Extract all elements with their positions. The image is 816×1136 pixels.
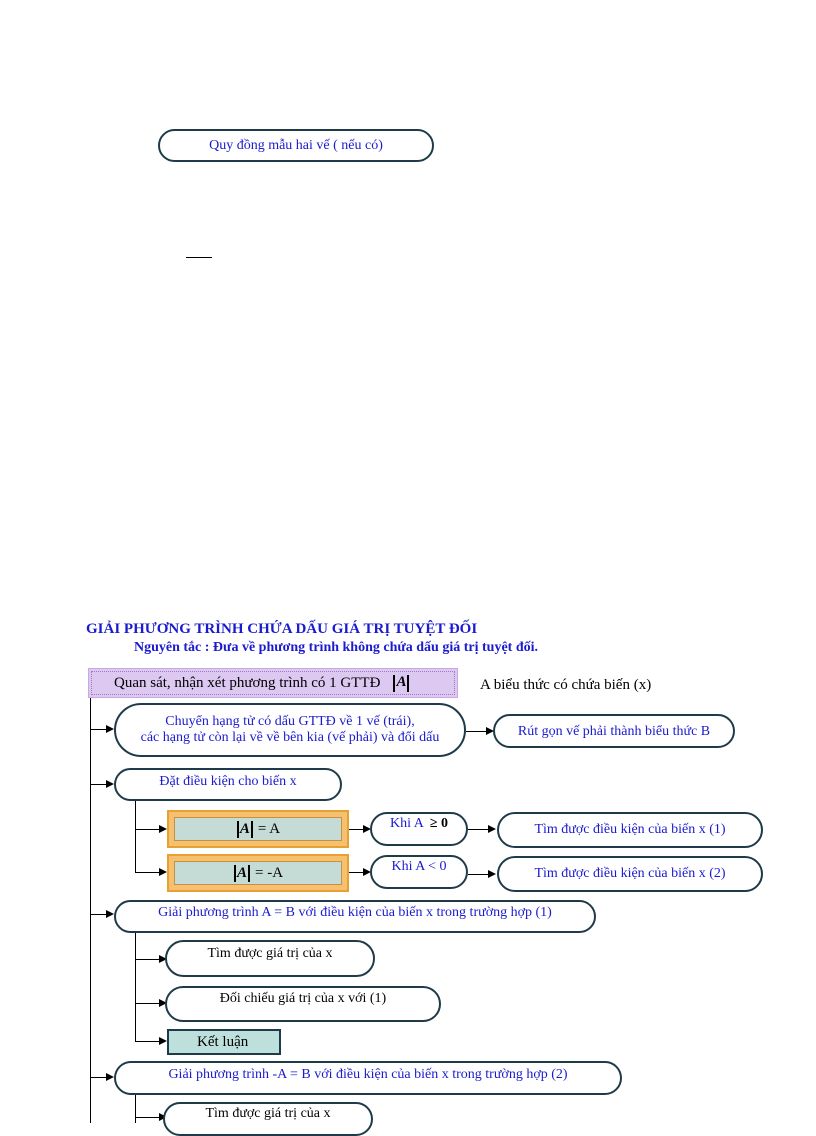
observe-note: A biểu thức có chứa biến (x) — [480, 677, 652, 693]
arrow-step2 — [106, 780, 114, 788]
arrow-step1 — [106, 725, 114, 733]
connector-case1 — [135, 829, 161, 830]
step3-find-box — [165, 940, 375, 977]
step4-label: Giải phương trình -A = B với điều kiện của biến x trong trường hợp (2) — [168, 1067, 568, 1082]
case1-result-label: Tìm được điều kiện của biến x (1) — [534, 822, 726, 837]
case1-cond-prefix: Khi A — [389, 816, 424, 831]
case2-lhs: A — [236, 864, 247, 881]
arrow-case2-result — [488, 870, 496, 878]
arrow-step4 — [106, 1073, 114, 1081]
connector-step1-result — [466, 731, 488, 732]
arrow-case1 — [159, 825, 167, 833]
step3-compare-box — [165, 986, 441, 1022]
step2-label: Đặt điều kiện cho biến x — [159, 774, 297, 789]
connector-case2 — [135, 872, 161, 873]
case1-rhs: = A — [257, 820, 281, 837]
step3-find-label: Tìm được giá trị của x — [207, 946, 333, 961]
step2-condition-box — [114, 768, 342, 801]
observe-box — [88, 668, 458, 698]
step3-branch-line — [135, 933, 136, 1041]
step3-compare-label: Đối chiếu giá trị của x với (1) — [219, 991, 387, 1006]
connector-step3-conclude — [135, 1041, 161, 1042]
step4-solve-box — [114, 1061, 622, 1095]
step1-line1: Chuyển hạng tử có dấu GTTĐ về 1 vế (trái), — [165, 714, 415, 729]
step3-conclude-box — [167, 1029, 281, 1055]
step3-solve-box — [114, 900, 596, 933]
observe-absval: A — [392, 674, 410, 691]
step3-label: Giải phương trình A = B với điều kiện của biến x trong trường hợp (1) — [158, 905, 552, 920]
connector-case1-result — [468, 829, 490, 830]
step4-find-box — [163, 1102, 373, 1136]
connector-step3-compare — [135, 1003, 161, 1004]
case1-cond-box — [370, 812, 468, 846]
step2-branch-line — [135, 801, 136, 872]
case2-cond-label: Khi A < 0 — [391, 859, 447, 874]
top-equalize-label: Quy đồng mẫu hai vế ( nếu có) — [209, 137, 383, 153]
arrow-step3 — [106, 910, 114, 918]
arrow-step3-conclude — [159, 1037, 167, 1045]
page-title: GIẢI PHƯƠNG TRÌNH CHỨA DẤU GIÁ TRỊ TUYỆT ĐỐI — [86, 621, 478, 637]
case1-lhs: A — [239, 820, 250, 837]
step3-conclude-label: Kết luận — [197, 1033, 249, 1050]
main-trunk-line — [90, 698, 91, 1123]
connector-case2-result — [468, 874, 490, 875]
case2-equation-box — [167, 854, 349, 892]
arrow-case1-result — [488, 825, 496, 833]
case1-equation-box — [167, 810, 349, 848]
step1-move-terms-box — [114, 703, 466, 757]
top-equalize-box — [158, 129, 434, 162]
short-dash — [186, 257, 212, 258]
connector-step4-find — [135, 1117, 161, 1118]
case2-result-box — [497, 856, 763, 892]
step1-line2: các hạng tử còn lại về về bên kia (vế phải) và đổi dấu — [140, 730, 440, 745]
step1-result-label: Rút gọn vế phải thành biểu thức B — [517, 724, 711, 739]
observe-label: Quan sát, nhận xét phương trình có 1 GTTĐ — [114, 674, 381, 691]
case1-cond-op: ≥ 0 — [429, 816, 449, 831]
case2-rhs: = -A — [254, 864, 284, 881]
step4-branch-line — [135, 1095, 136, 1123]
case2-cond-box — [370, 855, 468, 889]
step1-result-box — [493, 714, 735, 748]
step4-find-label: Tìm được giá trị của x — [205, 1106, 331, 1121]
case2-result-label: Tìm được điều kiện của biến x (2) — [534, 866, 726, 881]
case1-result-box — [497, 812, 763, 848]
principle-text: Nguyên tắc : Đưa về phương trình không chứa dấu giá trị tuyệt đối. — [134, 640, 538, 655]
arrow-case2 — [159, 868, 167, 876]
connector-step3-find — [135, 959, 161, 960]
